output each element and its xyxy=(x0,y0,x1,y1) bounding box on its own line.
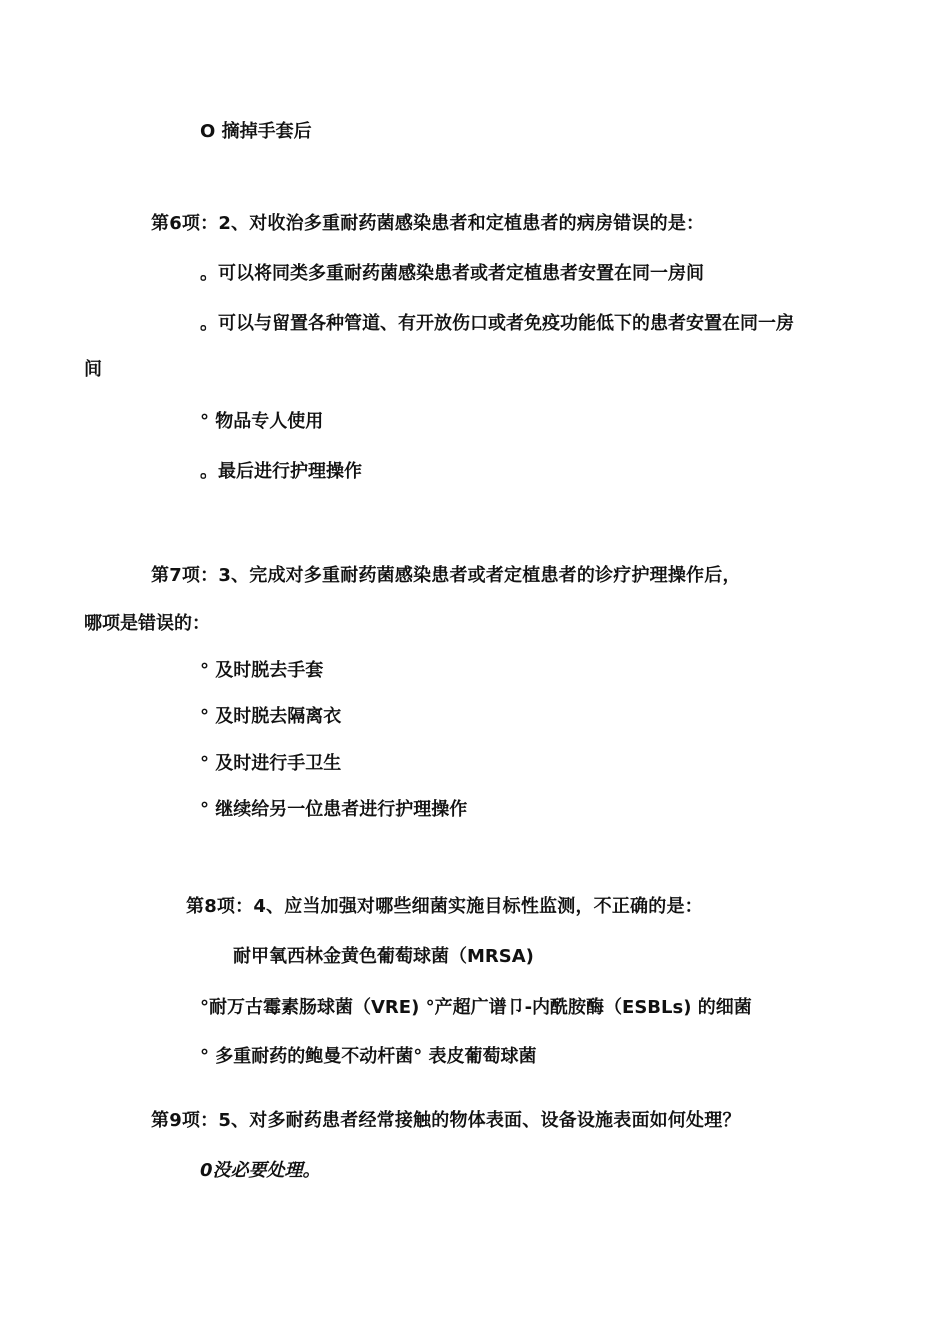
question-9-option-1: 0没必要处理。 xyxy=(200,1160,321,1181)
question-8-option-3: ° 多重耐药的鲍曼不动杆菌° 表皮葡萄球菌 xyxy=(200,1046,537,1067)
question-6-option-1: 。可以将同类多重耐药菌感染患者或者定植患者安置在同一房间 xyxy=(200,263,704,284)
question-8-option-2: °耐万古霉素肠球菌（VRE) °产超广谱卩-内酰胺酶（ESBLs) 的细菌 xyxy=(200,997,752,1018)
question-6-option-2: 。可以与留置各种管道、有开放伤口或者免疫功能低下的患者安置在同一房 xyxy=(200,313,794,334)
question-7-option-1: ° 及时脱去手套 xyxy=(200,660,324,681)
question-6-option-3: ° 物品专人使用 xyxy=(200,411,324,432)
question-6-title: 第6项：2、对收治多重耐药菌感染患者和定植患者的病房错误的是： xyxy=(151,213,705,234)
question-7-title-continued: 哪项是错误的： xyxy=(84,613,210,634)
question-6-option-4: 。最后进行护理操作 xyxy=(200,461,362,482)
question-8-title: 第8项：4、应当加强对哪些细菌实施目标性监测，不正确的是： xyxy=(186,896,703,917)
question-6-option-2-continued: 间 xyxy=(84,359,102,380)
question-7-option-3: ° 及时进行手卫生 xyxy=(200,753,342,774)
question-7-option-2: ° 及时脱去隔离衣 xyxy=(200,706,342,727)
question-7-option-4: ° 继续给另一位患者进行护理操作 xyxy=(200,799,468,820)
question-8-option-1: 耐甲氧西林金黄色葡萄球菌（MRSA) xyxy=(233,946,534,967)
question-9-title: 第9项：5、对多耐药患者经常接触的物体表面、设备设施表面如何处理？ xyxy=(151,1110,741,1131)
question-7-title: 第7项：3、完成对多重耐药菌感染患者或者定植患者的诊疗护理操作后， xyxy=(151,565,741,586)
prev-option-remove-gloves: O 摘掉手套后 xyxy=(200,121,312,142)
